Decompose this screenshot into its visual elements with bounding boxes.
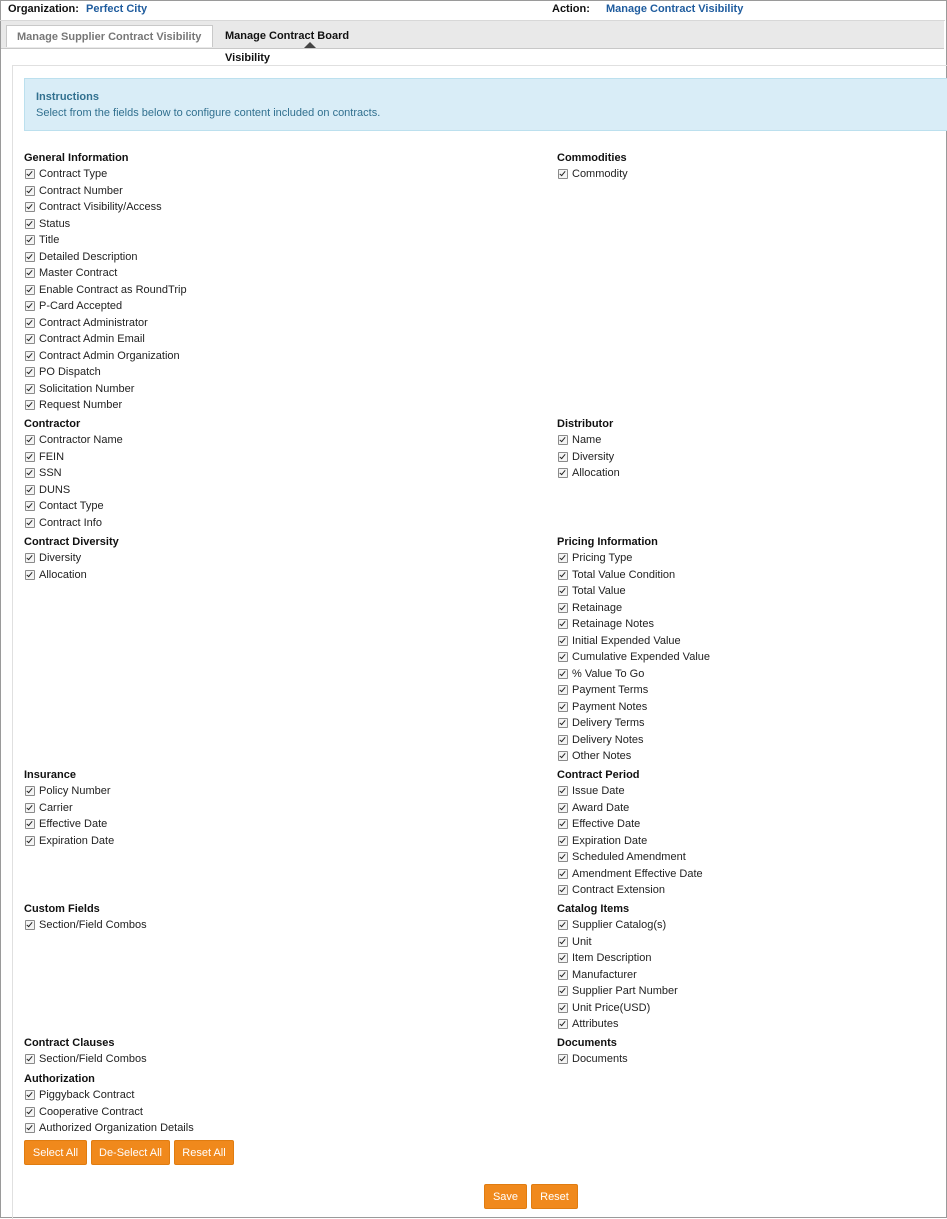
checkbox-label: FEIN bbox=[39, 450, 65, 463]
checkbox-item[interactable] bbox=[24, 515, 123, 532]
checkbox-label: Contract Type bbox=[39, 168, 108, 180]
section-heading: General Information bbox=[24, 152, 129, 164]
checkbox-item[interactable] bbox=[557, 583, 710, 600]
checkbox-label: DUNS bbox=[39, 483, 71, 496]
checked-checkbox-icon[interactable] bbox=[558, 553, 568, 563]
section-heading: Distributor bbox=[557, 418, 614, 430]
checked-checkbox-icon[interactable] bbox=[558, 735, 568, 745]
checkbox-item[interactable] bbox=[24, 833, 114, 850]
section-commodities bbox=[557, 150, 628, 183]
checkbox-item[interactable] bbox=[24, 917, 147, 934]
checkbox-item[interactable] bbox=[557, 166, 628, 183]
checkbox-label: Solicitation Number bbox=[39, 382, 135, 395]
checkbox-item[interactable] bbox=[557, 682, 710, 699]
checked-checkbox-icon[interactable] bbox=[558, 869, 568, 879]
section-documents bbox=[557, 1035, 628, 1068]
checkbox-label: Allocation bbox=[572, 467, 620, 479]
tab-manage-contract-board-visibility[interactable]: Manage Contract Board Visibility bbox=[225, 30, 350, 64]
checkbox-item[interactable] bbox=[557, 967, 678, 984]
checkbox-label: Payment Notes bbox=[572, 700, 648, 713]
checked-checkbox-icon[interactable] bbox=[25, 485, 35, 495]
checkbox-item[interactable] bbox=[24, 800, 114, 817]
select-all-button[interactable]: Select All bbox=[24, 1140, 87, 1165]
instructions-box bbox=[24, 78, 947, 131]
checked-checkbox-icon[interactable] bbox=[558, 803, 568, 813]
checkbox-item[interactable] bbox=[557, 833, 703, 850]
checked-checkbox-icon[interactable] bbox=[25, 1054, 35, 1064]
instructions-body: Select from the fields below to configure content included on contracts. bbox=[36, 107, 381, 119]
checkbox-item[interactable] bbox=[24, 249, 187, 266]
section-heading: Authorization bbox=[24, 1073, 95, 1085]
checked-checkbox-icon[interactable] bbox=[25, 1107, 35, 1117]
section-heading: Contractor bbox=[24, 418, 81, 430]
checkbox-label: Name bbox=[572, 434, 602, 446]
checked-checkbox-icon[interactable] bbox=[558, 619, 568, 629]
deselect-all-button[interactable]: De-Select All bbox=[91, 1140, 170, 1165]
checked-checkbox-icon[interactable] bbox=[558, 986, 568, 996]
checked-checkbox-icon[interactable] bbox=[558, 452, 568, 462]
save-button[interactable]: Save bbox=[484, 1184, 527, 1209]
checkbox-label: Documents bbox=[572, 1053, 628, 1065]
section-insurance bbox=[24, 767, 114, 849]
checked-checkbox-icon[interactable] bbox=[558, 636, 568, 646]
checkbox-label: Total Value bbox=[572, 585, 626, 597]
section-contractor bbox=[24, 416, 123, 531]
checked-checkbox-icon[interactable] bbox=[558, 819, 568, 829]
checkbox-label: Contract Visibility/Access bbox=[39, 201, 162, 213]
section-general-information bbox=[24, 150, 187, 414]
checkbox-item[interactable] bbox=[557, 1051, 628, 1068]
tab-manage-supplier-contract-visibility[interactable]: Manage Supplier Contract Visibility bbox=[6, 25, 213, 47]
checkbox-item[interactable] bbox=[24, 816, 114, 833]
section-contract-clauses bbox=[24, 1035, 147, 1068]
section-authorization bbox=[24, 1071, 194, 1137]
checked-checkbox-icon[interactable] bbox=[558, 603, 568, 613]
checkbox-item[interactable] bbox=[557, 1016, 678, 1033]
checkbox-item[interactable] bbox=[557, 449, 620, 466]
checkbox-item[interactable] bbox=[557, 983, 678, 1000]
checkbox-item[interactable] bbox=[557, 917, 678, 934]
checkbox-item[interactable] bbox=[24, 482, 123, 499]
checked-checkbox-icon[interactable] bbox=[25, 252, 35, 262]
checkbox-label: Allocation bbox=[39, 568, 87, 581]
section-heading: Custom Fields bbox=[24, 903, 100, 915]
checked-checkbox-icon[interactable] bbox=[558, 1019, 568, 1029]
section-heading: Commodities bbox=[557, 152, 627, 164]
checked-checkbox-icon[interactable] bbox=[25, 468, 35, 478]
checked-checkbox-icon[interactable] bbox=[558, 885, 568, 895]
section-contract-diversity bbox=[24, 534, 119, 583]
checkbox-label: Contract Admin Email bbox=[39, 333, 145, 345]
checked-checkbox-icon[interactable] bbox=[25, 501, 35, 511]
checkbox-label: Pricing Type bbox=[572, 552, 633, 564]
checkbox-item[interactable] bbox=[557, 715, 710, 732]
checked-checkbox-icon[interactable] bbox=[558, 685, 568, 695]
section-distributor bbox=[557, 416, 620, 482]
checkbox-label: SSN bbox=[39, 467, 62, 479]
checkbox-label: Retainage bbox=[572, 601, 623, 614]
checkbox-item[interactable] bbox=[557, 849, 703, 866]
section-heading: Contract Clauses bbox=[24, 1037, 115, 1049]
checkbox-item[interactable] bbox=[24, 1104, 194, 1121]
checked-checkbox-icon[interactable] bbox=[25, 435, 35, 445]
checkbox-label: Contract Extension bbox=[572, 884, 665, 896]
section-heading: Documents bbox=[557, 1037, 617, 1049]
checkbox-item[interactable] bbox=[557, 1000, 678, 1017]
checkbox-label: Effective Date bbox=[39, 818, 108, 830]
checkbox-item[interactable] bbox=[24, 199, 187, 216]
checkbox-label: Manufacturer bbox=[572, 968, 637, 981]
checkbox-item[interactable] bbox=[557, 616, 710, 633]
checked-checkbox-icon[interactable] bbox=[25, 334, 35, 344]
checked-checkbox-icon[interactable] bbox=[25, 219, 35, 229]
checked-checkbox-icon[interactable] bbox=[25, 819, 35, 829]
checked-checkbox-icon[interactable] bbox=[558, 652, 568, 662]
checkbox-item[interactable] bbox=[557, 550, 710, 567]
reset-button[interactable]: Reset bbox=[531, 1184, 578, 1209]
section-catalog-items bbox=[557, 901, 678, 1033]
checked-checkbox-icon[interactable] bbox=[558, 751, 568, 761]
checkbox-label: Expiration Date bbox=[39, 834, 115, 847]
checkbox-label: P-Card Accepted bbox=[39, 300, 123, 312]
checked-checkbox-icon[interactable] bbox=[25, 1090, 35, 1100]
checkbox-label: Contract Admin Organization bbox=[39, 349, 180, 362]
checkbox-label: Expiration Date bbox=[572, 834, 648, 847]
checkbox-item[interactable] bbox=[24, 783, 114, 800]
checkbox-label: Scheduled Amendment bbox=[572, 851, 686, 863]
checked-checkbox-icon[interactable] bbox=[558, 970, 568, 980]
checkbox-item[interactable] bbox=[557, 699, 710, 716]
checkbox-label: Authorized Organization Details bbox=[39, 1122, 194, 1134]
checkbox-label: Enable Contract as RoundTrip bbox=[39, 283, 187, 296]
checkbox-label: Supplier Catalog(s) bbox=[572, 919, 667, 931]
checkbox-label: Contract Number bbox=[39, 184, 123, 197]
checkbox-item[interactable] bbox=[24, 1051, 147, 1068]
checked-checkbox-icon[interactable] bbox=[558, 786, 568, 796]
checked-checkbox-icon[interactable] bbox=[558, 435, 568, 445]
checked-checkbox-icon[interactable] bbox=[25, 518, 35, 528]
checked-checkbox-icon[interactable] bbox=[25, 186, 35, 196]
checked-checkbox-icon[interactable] bbox=[558, 702, 568, 712]
checked-checkbox-icon[interactable] bbox=[25, 285, 35, 295]
checkbox-label: Cooperative Contract bbox=[39, 1105, 143, 1118]
checked-checkbox-icon[interactable] bbox=[558, 468, 568, 478]
checked-checkbox-icon[interactable] bbox=[25, 803, 35, 813]
checkbox-item[interactable] bbox=[24, 381, 187, 398]
checkbox-label: Master Contract bbox=[39, 267, 118, 279]
checkbox-item[interactable] bbox=[557, 816, 703, 833]
checked-checkbox-icon[interactable] bbox=[25, 570, 35, 580]
checkbox-item[interactable] bbox=[557, 934, 678, 951]
checkbox-item[interactable] bbox=[557, 950, 678, 967]
section-pricing-information bbox=[557, 534, 710, 765]
checkbox-item[interactable] bbox=[557, 649, 710, 666]
checked-checkbox-icon[interactable] bbox=[558, 852, 568, 862]
checkbox-label: Initial Expended Value bbox=[572, 634, 681, 647]
reset-all-button[interactable]: Reset All bbox=[174, 1140, 234, 1165]
checkbox-label: Payment Terms bbox=[572, 684, 649, 696]
active-tab-indicator-icon bbox=[304, 42, 316, 48]
checked-checkbox-icon[interactable] bbox=[25, 301, 35, 311]
checkbox-label: Other Notes bbox=[572, 750, 632, 762]
checkbox-item[interactable] bbox=[557, 432, 620, 449]
section-custom-fields bbox=[24, 901, 147, 934]
checked-checkbox-icon[interactable] bbox=[25, 351, 35, 361]
checkbox-label: Effective Date bbox=[572, 818, 641, 830]
checked-checkbox-icon[interactable] bbox=[558, 1003, 568, 1013]
action-label: Action: bbox=[552, 3, 590, 15]
checkbox-item[interactable] bbox=[24, 298, 187, 315]
checked-checkbox-icon[interactable] bbox=[558, 920, 568, 930]
checkbox-label: Section/Field Combos bbox=[39, 919, 147, 931]
checkbox-label: Item Description bbox=[572, 952, 652, 964]
checkbox-label: Unit Price(USD) bbox=[572, 1001, 651, 1014]
checked-checkbox-icon[interactable] bbox=[25, 235, 35, 245]
checkbox-label: Delivery Terms bbox=[572, 717, 645, 729]
checkbox-item[interactable] bbox=[557, 666, 710, 683]
checked-checkbox-icon[interactable] bbox=[558, 1054, 568, 1064]
checkbox-item[interactable] bbox=[24, 166, 187, 183]
section-heading: Insurance bbox=[24, 769, 76, 781]
checkbox-label: Diversity bbox=[572, 450, 615, 463]
checkbox-label: Cumulative Expended Value bbox=[572, 651, 710, 663]
checkbox-item[interactable] bbox=[24, 1087, 194, 1104]
section-heading: Catalog Items bbox=[557, 903, 630, 915]
checkbox-label: Carrier bbox=[39, 801, 73, 814]
checked-checkbox-icon[interactable] bbox=[558, 570, 568, 580]
checkbox-label: Title bbox=[39, 234, 60, 246]
checked-checkbox-icon[interactable] bbox=[558, 953, 568, 963]
checkbox-label: Retainage Notes bbox=[572, 618, 654, 630]
checkbox-item[interactable] bbox=[24, 364, 187, 381]
checkbox-label: Issue Date bbox=[572, 785, 625, 797]
checkbox-item[interactable] bbox=[557, 732, 710, 749]
section-heading: Contract Period bbox=[557, 769, 640, 781]
instructions-title: Instructions bbox=[36, 91, 99, 103]
checkbox-item[interactable] bbox=[557, 783, 703, 800]
checkbox-label: Diversity bbox=[39, 552, 82, 564]
checkbox-item[interactable] bbox=[557, 600, 710, 617]
header-bar bbox=[0, 0, 945, 21]
checkbox-label: Status bbox=[39, 217, 71, 230]
checked-checkbox-icon[interactable] bbox=[25, 1123, 35, 1133]
checkbox-label: % Value To Go bbox=[572, 667, 645, 680]
checkbox-label: Unit bbox=[572, 935, 592, 948]
checkbox-item[interactable] bbox=[24, 567, 119, 584]
checkbox-item[interactable] bbox=[24, 498, 123, 515]
checked-checkbox-icon[interactable] bbox=[25, 400, 35, 410]
organization-value[interactable]: Perfect City bbox=[86, 3, 148, 15]
checked-checkbox-icon[interactable] bbox=[558, 836, 568, 846]
checkbox-item[interactable] bbox=[557, 748, 710, 765]
checkbox-label: Attributes bbox=[572, 1018, 619, 1030]
checkbox-item[interactable] bbox=[24, 216, 187, 233]
checkbox-label: Piggyback Contract bbox=[39, 1089, 135, 1101]
checkbox-item[interactable] bbox=[24, 232, 187, 249]
action-value[interactable]: Manage Contract Visibility bbox=[606, 3, 744, 15]
checked-checkbox-icon[interactable] bbox=[25, 452, 35, 462]
checkbox-label: Contact Type bbox=[39, 500, 104, 512]
checked-checkbox-icon[interactable] bbox=[558, 669, 568, 679]
checked-checkbox-icon[interactable] bbox=[25, 786, 35, 796]
checkbox-item[interactable] bbox=[24, 432, 123, 449]
checkbox-label: Contractor Name bbox=[39, 434, 123, 446]
checked-checkbox-icon[interactable] bbox=[558, 937, 568, 947]
checked-checkbox-icon[interactable] bbox=[25, 920, 35, 930]
checkbox-item[interactable] bbox=[557, 633, 710, 650]
section-heading: Pricing Information bbox=[557, 536, 658, 548]
checkbox-label: Contract Info bbox=[39, 516, 102, 529]
checked-checkbox-icon[interactable] bbox=[558, 718, 568, 728]
checkbox-label: Supplier Part Number bbox=[572, 985, 678, 997]
checkbox-item[interactable] bbox=[557, 465, 620, 482]
tab-bar bbox=[1, 21, 944, 64]
checkbox-label: Contract Administrator bbox=[39, 316, 148, 329]
checked-checkbox-icon[interactable] bbox=[558, 586, 568, 596]
checkbox-item[interactable] bbox=[24, 282, 187, 299]
checked-checkbox-icon[interactable] bbox=[25, 318, 35, 328]
checkbox-label: Commodity bbox=[572, 168, 628, 180]
section-heading: Contract Diversity bbox=[24, 536, 119, 548]
checkbox-label: Request Number bbox=[39, 399, 123, 411]
checkbox-item[interactable] bbox=[557, 882, 703, 899]
checked-checkbox-icon[interactable] bbox=[25, 836, 35, 846]
checked-checkbox-icon[interactable] bbox=[25, 169, 35, 179]
checkbox-label: Policy Number bbox=[39, 785, 111, 797]
checkbox-item[interactable] bbox=[24, 348, 187, 365]
checkbox-label: Total Value Condition bbox=[572, 568, 676, 581]
checkbox-label: Delivery Notes bbox=[572, 733, 644, 746]
checked-checkbox-icon[interactable] bbox=[25, 553, 35, 563]
checkbox-item[interactable] bbox=[24, 550, 119, 567]
checked-checkbox-icon[interactable] bbox=[25, 202, 35, 212]
checked-checkbox-icon[interactable] bbox=[25, 268, 35, 278]
checkbox-item[interactable] bbox=[557, 567, 710, 584]
checkbox-item[interactable] bbox=[24, 331, 187, 348]
checkbox-item[interactable] bbox=[557, 866, 703, 883]
organization-label: Organization: bbox=[8, 3, 79, 15]
checkbox-item[interactable] bbox=[24, 315, 187, 332]
checked-checkbox-icon[interactable] bbox=[25, 384, 35, 394]
checkbox-item[interactable] bbox=[24, 1120, 194, 1137]
checkbox-item[interactable] bbox=[24, 465, 123, 482]
checkbox-item[interactable] bbox=[24, 265, 187, 282]
checkbox-label: PO Dispatch bbox=[39, 366, 101, 378]
checkbox-item[interactable] bbox=[24, 449, 123, 466]
section-contract-period bbox=[557, 767, 703, 899]
checkbox-label: Amendment Effective Date bbox=[572, 867, 703, 880]
checked-checkbox-icon[interactable] bbox=[25, 367, 35, 377]
checkbox-item[interactable] bbox=[557, 800, 703, 817]
checkbox-label: Award Date bbox=[572, 801, 630, 814]
checkbox-label: Section/Field Combos bbox=[39, 1053, 147, 1065]
checkbox-label: Detailed Description bbox=[39, 250, 138, 263]
checked-checkbox-icon[interactable] bbox=[558, 169, 568, 179]
checkbox-item[interactable] bbox=[24, 397, 187, 414]
checkbox-item[interactable] bbox=[24, 183, 187, 200]
